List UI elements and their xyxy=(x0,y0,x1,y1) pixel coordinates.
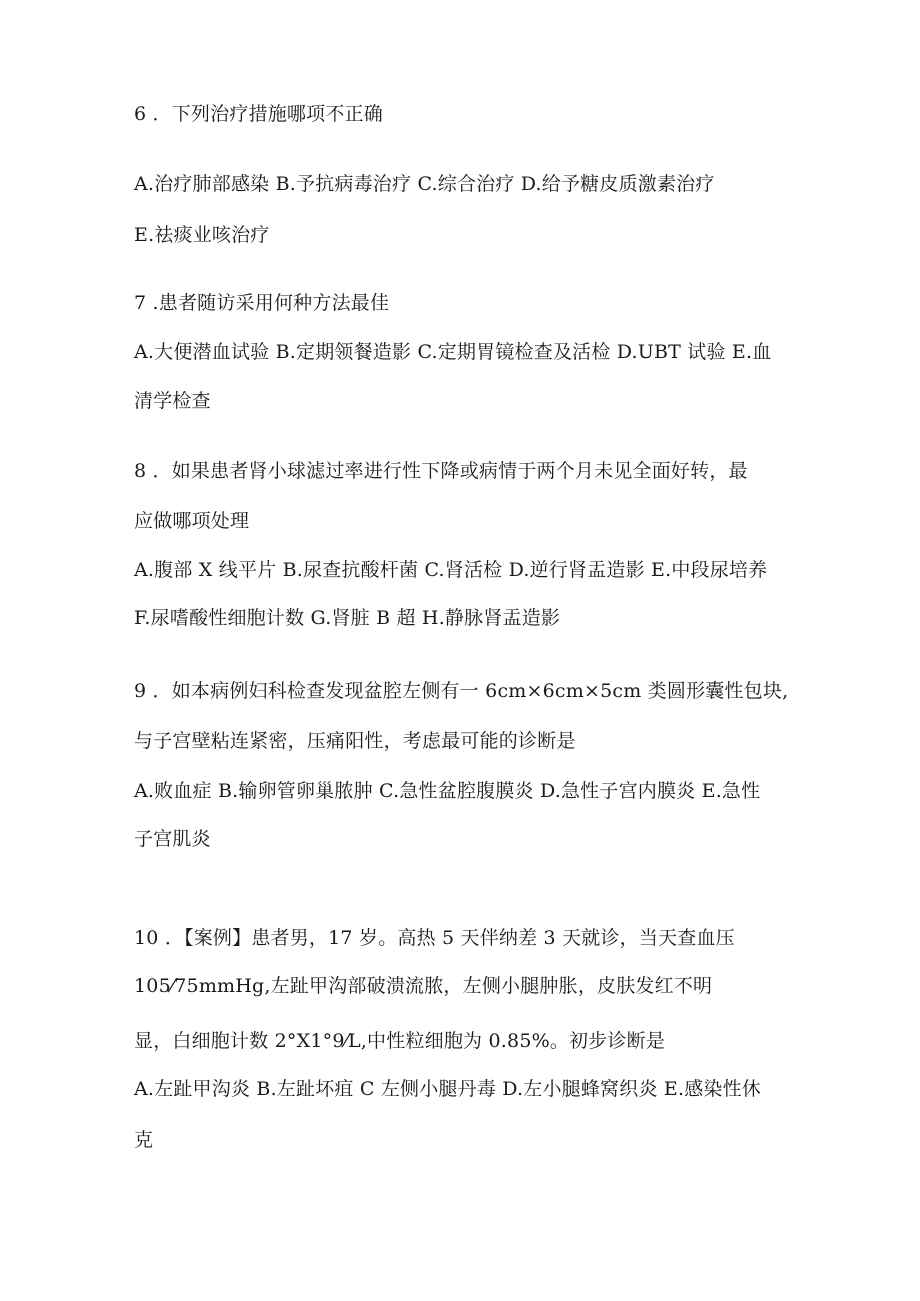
question-6-options-line-1: A.治疗肺部感染 B.予抗病毒治疗 C.综合治疗 D.给予糖皮质激素治疗 xyxy=(134,173,715,195)
question-10-stem-line-2: 105⁄75mmHg,左趾甲沟部破溃流脓，左侧小腿肿胀，皮肤发红不明 xyxy=(134,975,713,997)
question-8-options-line-1: A.腹部 X 线平片 B.尿查抗酸杆菌 C.肾活检 D.逆行肾盂造影 E.中段尿培养 xyxy=(134,559,768,581)
question-6-stem-line-1: 6 ．下列治疗措施哪项不正确 xyxy=(134,103,383,125)
question-9-stem-line-1: 9 ．如本病例妇科检查发现盆腔左侧有一 6cm×6cm×5cm 类圆形囊性包块, xyxy=(134,680,789,702)
question-8-options-line-2: F.尿嗜酸性细胞计数 G.肾脏 B 超 H.静脉肾盂造影 xyxy=(134,607,561,629)
question-7-options-line-2: 清学检查 xyxy=(134,390,211,412)
question-6-options-line-2: E.祛痰业咳治疗 xyxy=(134,224,270,246)
question-10-stem-line-3: 显，白细胞计数 2°X1°9⁄L,中性粒细胞为 0.85%。初步诊断是 xyxy=(134,1030,666,1052)
question-8-stem-line-1: 8 ．如果患者肾小球滤过率进行性下降或病情于两个月未见全面好转，最 xyxy=(134,460,748,482)
question-9-stem-line-2: 与子宫壁粘连紧密，压痛阳性，考虑最可能的诊断是 xyxy=(134,730,576,752)
question-8-stem-line-2: 应做哪项处理 xyxy=(134,510,250,532)
question-9-options-line-2: 子宫肌炎 xyxy=(134,828,211,850)
question-10-options-line-2: 克 xyxy=(134,1129,154,1151)
question-7-stem-line-1: 7 .患者随访采用何种方法最佳 xyxy=(134,292,390,314)
question-7-options-line-1: A.大便潜血试验 B.定期领餐造影 C.定期胃镜检查及活检 D.UBT 试验 E.血 xyxy=(134,341,772,363)
question-9-options-line-1: A.败血症 B.输卵管卵巢脓肿 C.急性盆腔腹膜炎 D.急性子宫内膜炎 E.急性 xyxy=(134,780,761,802)
question-10-options-line-1: A.左趾甲沟炎 B.左趾坏疽 C 左侧小腿丹毒 D.左小腿蜂窝织炎 E.感染性休 xyxy=(134,1078,762,1100)
question-10-stem-line-1: 10 ．【案例】患者男，17 岁。高热 5 天伴纳差 3 天就诊，当天查血压 xyxy=(134,927,735,949)
